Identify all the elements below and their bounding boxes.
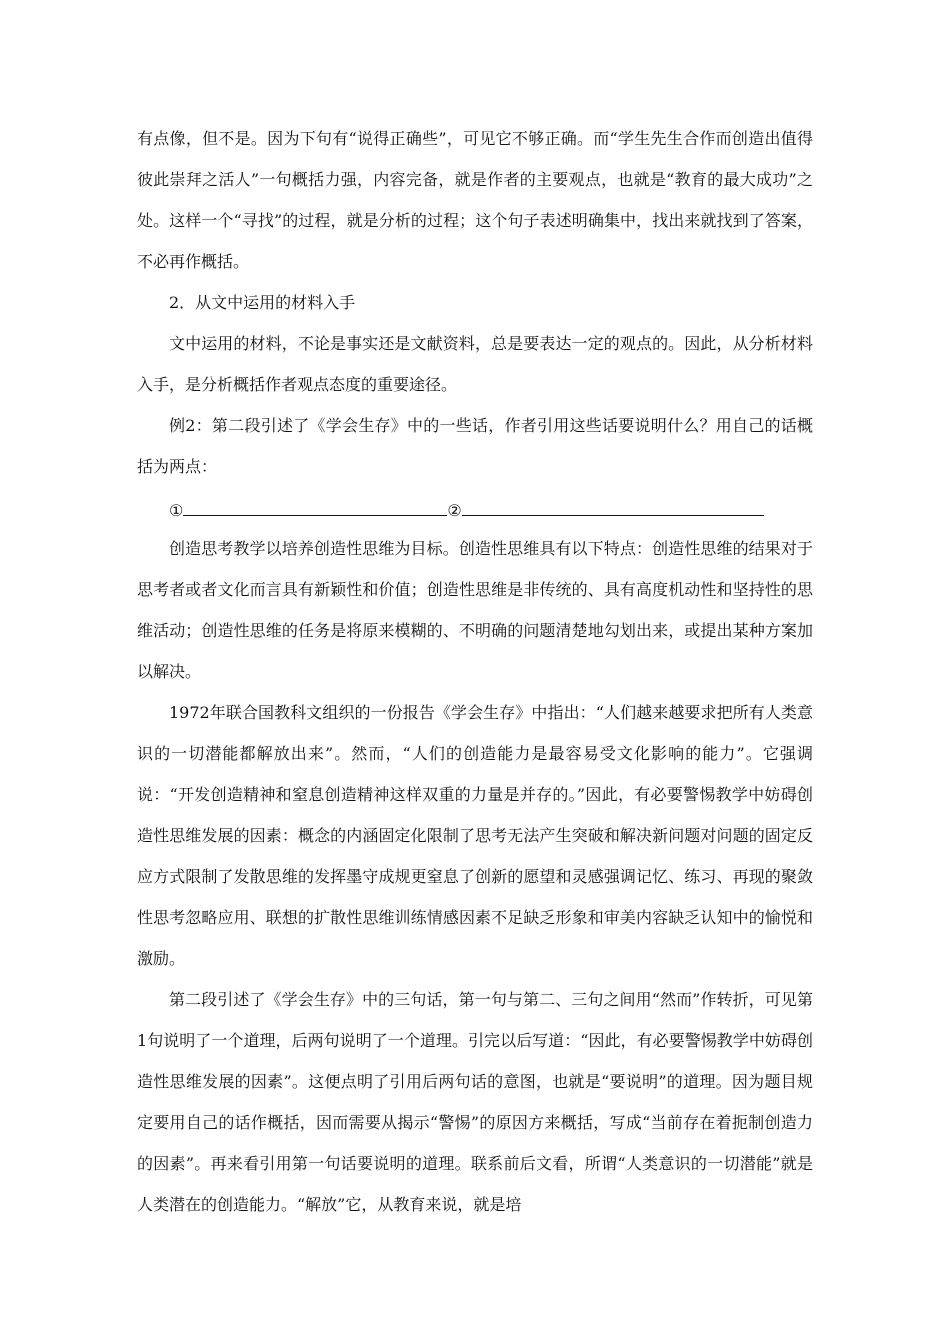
answer-marker-2: ② <box>447 501 462 520</box>
answer-blank-1[interactable] <box>183 487 447 516</box>
paragraph-creative-thinking: 创造思考教学以培养创造性思维为目标。创造性思维具有以下特点：创造性思维的结果对于思考者或者文化而言具有新颖性和价值；创造性思维是非传统的、具有高度机动性和坚持性的思维活动；创造性思维的任务是将原来模糊的、不明确的问题清楚地勾划出来，或提出某种方案加以解决。 <box>137 539 813 681</box>
answer-blank-2[interactable] <box>462 487 764 516</box>
paragraph-answer-explanation: 有点像，但不是。因为下句有“说得正确些”，可见它不够正确。而“学生先生合作而创造出值得彼此崇拜之活人”一句概括力强，内容完备，就是作者的主要观点，也就是“教育的最大成功”之处。这样一个“寻找”的过程，就是分析的过程；这个句子表述明确集中，找出来就找到了答案，不必再作概括。 <box>137 129 813 271</box>
paragraph-learning-to-be-quote: 1972年联合国教科文组织的一份报告《学会生存》中指出：“人们越来越要求把所有人类意识的一切潜能都解放出来”。然而，“人们的创造能力是最容易受文化影响的能力”。它强调说：“开发创造精神和窒息创造精神这样双重的力量是并存的。”因此，有必要警惕教学中妨碍创造性思维发展的因素：概念的内涵固定化限制了思考无法产生突破和解决新问题对问题的固定反应方式限制了发散思维的发挥墨守成规更窒息了创新的愿望和灵感强调记忆、练习、再现的聚敛性思考忽略应用、联想的扩散性思维训练情感因素不足缺乏形象和审美内容缺乏认知中的愉悦和激励。 <box>137 703 813 968</box>
document-body <box>137 118 813 1225</box>
paragraph-example-2-question: 例2：第二段引述了《学会生存》中的一些话，作者引用这些话要说明什么？用自己的话概括为两点： <box>137 416 813 476</box>
paragraph-materials-intro: 文中运用的材料，不论是事实还是文献资料，总是要表达一定的观点的。因此，从分析材料入手，是分析概括作者观点态度的重要途径。 <box>137 334 813 394</box>
section-heading-materials: 2．从文中运用的材料入手 <box>169 293 356 312</box>
answer-blank-line <box>137 487 813 528</box>
answer-marker-1: ① <box>169 501 184 520</box>
paragraph-analysis: 第二段引述了《学会生存》中的三句话，第一句与第二、三句之间用“然而”作转折，可见第1句说明了一个道理，后两句说明了一个道理。引完以后写道：“因此，有必要警惕教学中妨碍创造性思维发展的因素”。这便点明了引用后两句话的意图，也就是“要说明”的道理。因为题目规定要用自己的话作概括，因而需要从揭示“警惕”的原因方来概括，写成“当前存在着扼制创造力的因素”。再来看引用第一句话要说明的道理。联系前后文看，所谓“人类意识的一切潜能”就是人类潜在的创造能力。“解放”它，从教育来说，就是培 <box>137 990 813 1214</box>
